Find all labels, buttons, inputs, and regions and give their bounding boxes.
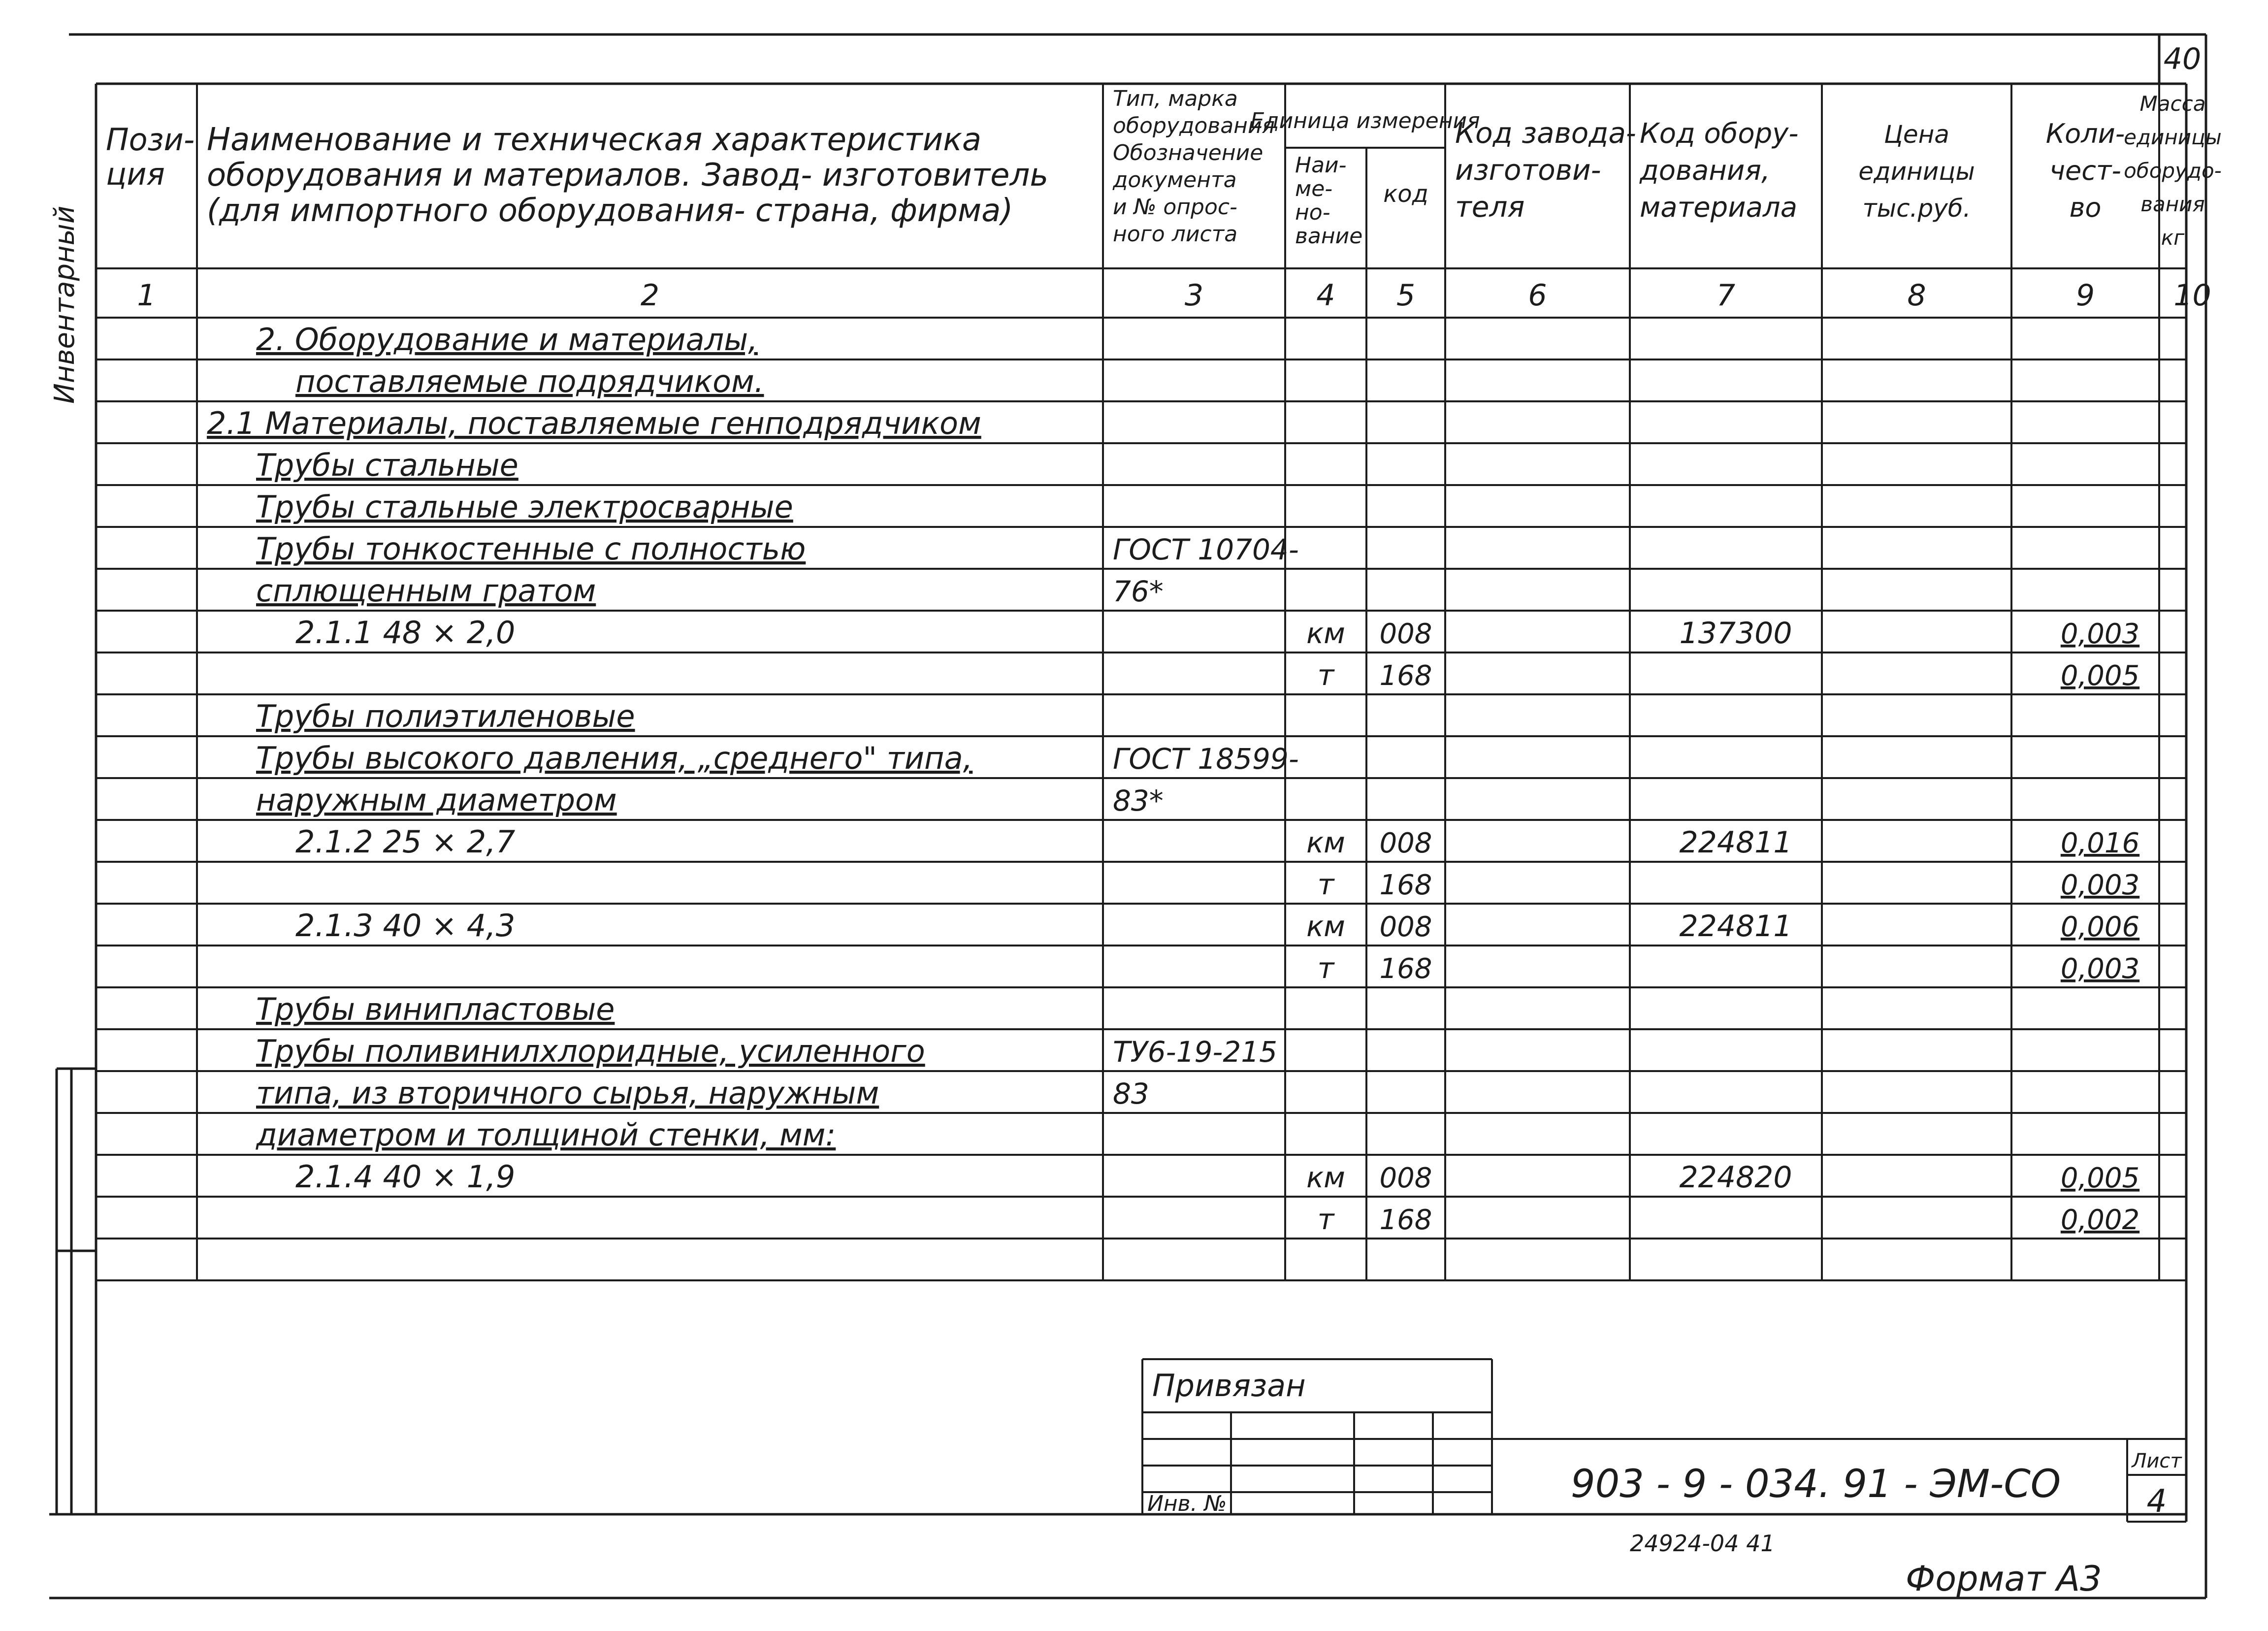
row-unit: км <box>1306 826 1345 859</box>
row-type: 83* <box>1113 784 1164 817</box>
row-name: Трубы винипластовые <box>256 991 615 1027</box>
stamp-sheet-number: 4 <box>2146 1483 2167 1520</box>
side-inventory-label: Инвентарный <box>49 205 81 404</box>
row-type: ТУ6-19-215 <box>1113 1035 1278 1069</box>
header-col9: Коли- <box>2045 118 2125 149</box>
stamp-document-code: 903 - 9 - 034. 91 - ЭМ-СО <box>1571 1462 2061 1506</box>
header-col10: оборудо- <box>2124 159 2222 183</box>
row-name: сплющенным гратом <box>256 573 596 609</box>
column-number: 3 <box>1184 278 1204 313</box>
header-col8: Цена <box>1884 120 1949 149</box>
row-material-code: 137300 <box>1679 616 1792 651</box>
row-type: 76* <box>1113 575 1164 608</box>
row-type: 83 <box>1113 1077 1149 1110</box>
header-col4: ме- <box>1295 176 1333 201</box>
row-material-code: 224811 <box>1679 909 1792 944</box>
row-material-code: 224811 <box>1679 825 1792 860</box>
row-unit: т <box>1317 1203 1334 1236</box>
header-col7: Код обору- <box>1640 118 1799 150</box>
archive-number: 24924-04 41 <box>1630 1530 1775 1557</box>
row-name: Трубы тонкостенные с полностью <box>256 531 806 567</box>
header-col10: кг <box>2161 226 2185 250</box>
column-number: 9 <box>2075 278 2095 313</box>
row-name: 2.1.1 48 × 2,0 <box>295 615 516 651</box>
row-name: поставляемые подрядчиком. <box>295 363 764 399</box>
row-name: Трубы высокого давления, „среднего" типа, <box>256 740 973 776</box>
row-unit: км <box>1306 1161 1345 1194</box>
row-unit-code: 008 <box>1379 911 1432 943</box>
header-col4: но- <box>1295 200 1330 225</box>
row-name: 2. Оборудование и материалы, <box>256 322 758 358</box>
column-number: 5 <box>1396 278 1416 313</box>
column-number: 10 <box>2173 278 2211 313</box>
header-col3: и № опрос- <box>1113 195 1237 220</box>
row-unit-code: 168 <box>1379 953 1432 985</box>
row-material-code: 224820 <box>1679 1160 1792 1195</box>
row-name: Трубы поливинилхлоридные, усиленного <box>256 1033 925 1069</box>
row-quantity: 0,016 <box>2060 827 2140 859</box>
table-text <box>106 86 2222 1236</box>
column-number: 4 <box>1316 278 1335 313</box>
row-name: наружным диаметром <box>256 782 617 818</box>
header-col3: Обозначение <box>1113 140 1264 165</box>
row-unit-code: 008 <box>1379 618 1432 650</box>
header-col1: ция <box>106 156 165 192</box>
header-col2: (для импортного оборудования- страна, фирма) <box>207 193 1013 229</box>
header-col6: изготови- <box>1455 153 1601 187</box>
column-number: 1 <box>137 278 156 313</box>
row-quantity: 0,002 <box>2060 1204 2140 1236</box>
format-label: Формат А3 <box>1906 1559 2102 1599</box>
row-name: типа, из вторичного сырья, наружным <box>256 1075 879 1111</box>
header-col6: Код завода- <box>1455 116 1636 150</box>
header-col2: оборудования и материалов. Завод- изготовитель <box>207 157 1049 194</box>
header-col7: материала <box>1640 192 1798 224</box>
row-name: Трубы стальные <box>256 447 518 483</box>
row-unit: т <box>1317 951 1334 985</box>
row-unit-code: 008 <box>1379 827 1432 859</box>
header-col8: тыс.руб. <box>1862 194 1971 223</box>
header-col5: код <box>1383 180 1428 208</box>
row-quantity: 0,005 <box>2060 1162 2140 1194</box>
row-unit: км <box>1306 617 1345 650</box>
column-number: 8 <box>1907 278 1926 313</box>
row-name: диаметром и толщиной стенки, мм: <box>256 1117 836 1153</box>
row-quantity: 0,006 <box>2060 911 2140 943</box>
row-unit: т <box>1317 658 1334 692</box>
row-name: 2.1.4 40 × 1,9 <box>295 1159 516 1195</box>
row-quantity: 0,003 <box>2060 953 2140 985</box>
header-col10: единицы <box>2124 125 2222 149</box>
row-type: ГОСТ 18599- <box>1113 742 1299 776</box>
header-col3: оборудования <box>1113 113 1275 138</box>
header-col10: вания <box>2140 192 2205 216</box>
row-name: Трубы стальные электросварные <box>256 489 793 525</box>
row-type: ГОСТ 10704- <box>1113 533 1299 566</box>
header-col9: чест- <box>2049 155 2121 186</box>
row-name: 2.1.2 25 × 2,7 <box>295 824 516 860</box>
row-name: 2.1.3 40 × 4,3 <box>295 908 516 944</box>
header-col9: во <box>2069 192 2102 223</box>
row-unit-code: 168 <box>1379 1204 1432 1236</box>
header-col1: Пози- <box>106 122 195 158</box>
column-number: 7 <box>1716 278 1736 313</box>
header-col7: дования, <box>1640 155 1770 187</box>
row-quantity: 0,003 <box>2060 869 2140 901</box>
header-col10: Масса <box>2139 92 2206 116</box>
row-quantity: 0,005 <box>2060 660 2140 692</box>
header-col3: документа <box>1113 167 1237 193</box>
header-col4: вание <box>1295 224 1363 249</box>
row-unit: т <box>1317 868 1334 901</box>
stamp-linked-label: Привязан <box>1152 1368 1306 1403</box>
header-col6: теля <box>1455 190 1525 224</box>
header-col3: Тип, марка <box>1113 86 1238 111</box>
row-unit-code: 008 <box>1379 1162 1432 1194</box>
row-unit-code: 168 <box>1379 869 1432 901</box>
row-name: 2.1 Материалы, поставляемые генподрядчиком <box>207 405 981 441</box>
stamp-inventory-label: Инв. № <box>1147 1491 1227 1516</box>
row-name: Трубы полиэтиленовые <box>256 698 635 734</box>
header-col4: Наи- <box>1295 153 1347 178</box>
row-unit-code: 168 <box>1379 660 1432 692</box>
row-quantity: 0,003 <box>2060 618 2140 650</box>
row-unit: км <box>1306 910 1345 943</box>
header-col2: Наименование и техническая характеристика <box>207 122 982 158</box>
column-number: 6 <box>1528 278 1547 313</box>
stamp-sheet-label: Лист <box>2132 1450 2182 1472</box>
header-unit-group: Единица измерения <box>1250 108 1480 133</box>
corner-sheet-number: 40 <box>2163 42 2202 76</box>
header-col3: ного листа <box>1113 222 1238 247</box>
column-number: 2 <box>640 278 660 313</box>
header-col8: единицы <box>1858 157 1975 186</box>
